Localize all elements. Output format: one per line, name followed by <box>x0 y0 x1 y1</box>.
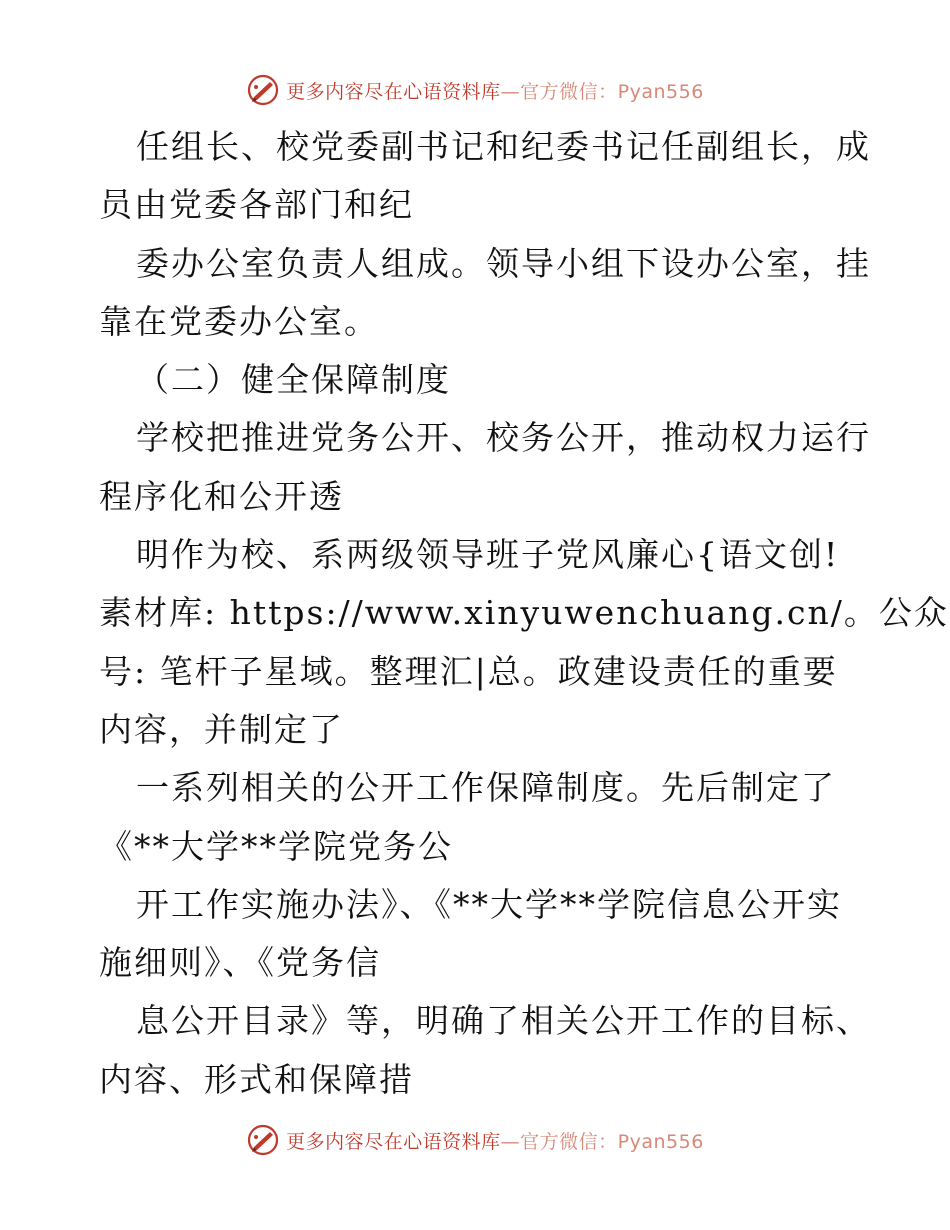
banner-dash: — <box>500 80 521 103</box>
banner-text <box>286 77 704 104</box>
paragraph-line: 靠在党委办公室。 <box>99 301 379 341</box>
paragraph-line: 息公开目录》等，明确了相关公开工作的目标、 <box>136 1001 871 1041</box>
paragraph-line: 号: 笔杆子星域。整理汇|总。政建设责任的重要 <box>99 651 838 691</box>
paragraph-line: 内容、形式和保障措 <box>99 1059 414 1099</box>
paragraph-line: 学校把推进党务公开、校务公开，推动权力运行 <box>136 418 871 458</box>
paragraph-line: 素材库: https://www.xinyuwenchuang.cn/。公众 <box>99 593 949 633</box>
footer-watermark-banner <box>0 1120 950 1160</box>
paragraph-line: 明作为校、系两级领导班子党风廉心{语文创! <box>136 535 840 575</box>
paragraph-line: 任组长、校党委副书记和纪委书记任副组长，成 <box>136 127 871 166</box>
banner-main-text: 更多内容尽在心语资料库 <box>286 1130 501 1153</box>
banner-main-text: 更多内容尽在心语资料库 <box>286 80 501 103</box>
banner-text <box>286 1127 704 1154</box>
pen-circle-logo-icon <box>246 1123 280 1157</box>
paragraph-line: 委办公室负责人组成。领导小组下设办公室，挂 <box>136 243 871 283</box>
document-body <box>99 118 949 1109</box>
banner-dash: — <box>500 1130 521 1153</box>
header-watermark-banner <box>0 70 950 110</box>
section-heading: （二）健全保障制度 <box>136 360 451 400</box>
banner-wechat-text: 官方微信：Pyan556 <box>520 1130 704 1153</box>
paragraph-line: 《**大学**学院党务公 <box>99 826 453 866</box>
paragraph-line: 程序化和公开透 <box>99 476 344 516</box>
paragraph-line: 施细则》、《党务信 <box>99 943 381 983</box>
banner-wechat-text: 官方微信：Pyan556 <box>520 80 704 103</box>
paragraph-line: 一系列相关的公开工作保障制度。先后制定了 <box>136 768 836 808</box>
pen-circle-logo-icon <box>246 73 280 107</box>
paragraph-line: 员由党委各部门和纪 <box>99 185 414 225</box>
paragraph-line: 开工作实施办法》、《**大学**学院信息公开实 <box>136 884 842 924</box>
paragraph-line: 内容，并制定了 <box>99 709 344 749</box>
